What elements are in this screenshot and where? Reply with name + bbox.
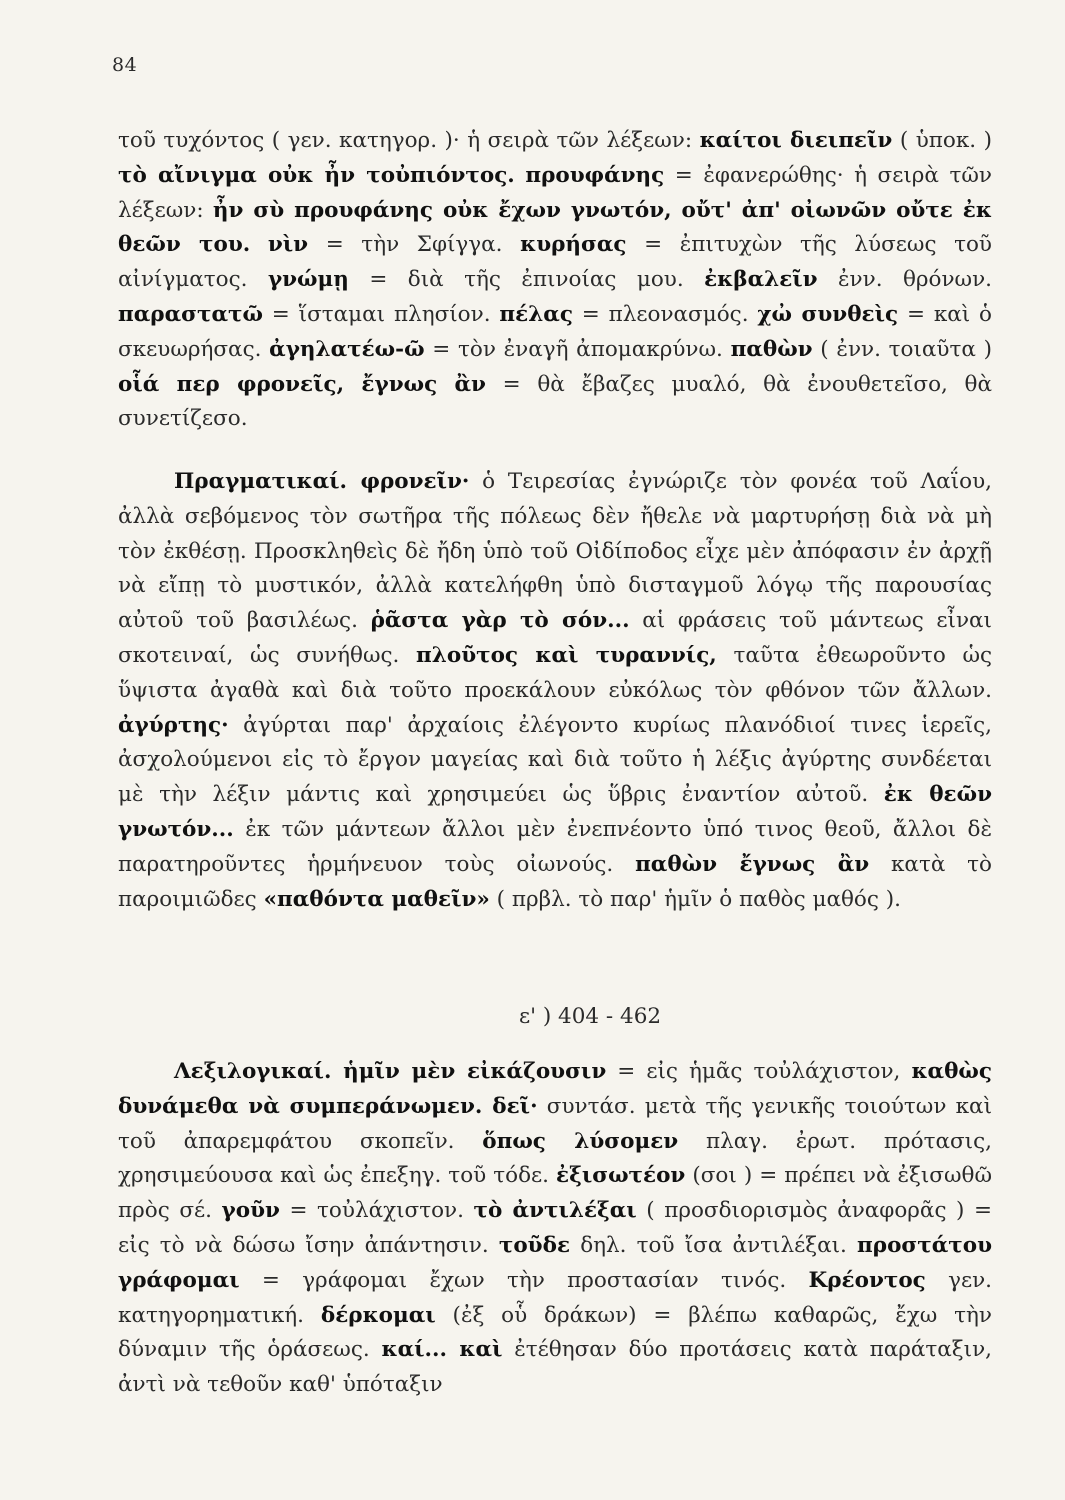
gloss-text: ( ὑποκ. ) xyxy=(892,128,992,153)
headword: ὅπως λύσομεν xyxy=(482,1128,679,1154)
headword: πλοῦτος καὶ τυραννίς, xyxy=(416,642,717,668)
gloss-text: ὁ Τειρεσίας ἐγνώριζε τὸν φονέα τοῦ Λαΐου, ἀλλὰ σεβόμενος τὸν σωτῆρα τῆς πόλεως δὲν ἤθελε νὰ μαρτυρήσῃ διὰ νὰ μὴ τὸν ἐκθέσῃ. Προσκληθεὶς δὲ ἤδη ὑπὸ τοῦ Οἰδίποδος εἶχε μὲν ἀπόφασιν ἐν ἀρχῇ νὰ εἴπῃ τὸ μυστικόν, ἀλλὰ κατελήφθη ὑπὸ δισταγμοῦ λόγῳ τῆς παρουσίας αὐτοῦ τοῦ βασιλέως. xyxy=(118,469,992,634)
headword: ἀγύρτης· xyxy=(118,712,229,738)
gloss-text: (ἐξ οὗ δράκων) = βλέπω καθαρῶς, ἔχω τὴν δύναμιν τῆς ὁράσεως. xyxy=(118,1302,992,1363)
headword: ἐκβαλεῖν xyxy=(704,267,818,293)
section-heading: ε' ) 404 - 462 xyxy=(518,1004,662,1029)
gloss-text xyxy=(515,163,526,188)
gloss-text: = τὴν Σφίγγα. xyxy=(308,232,521,258)
page-number: 84 xyxy=(112,54,138,76)
gloss-text: ταῦτα ἐθεωροῦντο ὡς ὕψιστα ἀγαθὰ καὶ διὰ τοῦτο προεκάλουν εὐκόλως τὸν φθόνον τῶν ἄλλων. xyxy=(118,642,993,703)
gloss-text: αἱ φράσεις τοῦ μάντεως εἶναι σκοτειναί, ὡς συνήθως. xyxy=(118,608,992,668)
headword: Κρέοντος xyxy=(808,1267,926,1293)
headword: προστάτου γράφομαι xyxy=(118,1232,992,1293)
headword: προυφάνης xyxy=(525,162,665,188)
gloss-text: ( ἐνν. τοιαῦτα ) xyxy=(812,336,992,362)
gloss-text: = ἐφανερώθης· ἡ σειρὰ τῶν λέξεων: xyxy=(118,162,992,223)
headword: ῥᾶστα γὰρ τὸ σόν... xyxy=(370,608,630,634)
gloss-text: γεν. κατηγορηματική. xyxy=(118,1267,992,1328)
gloss-text: ( πρβλ. τὸ παρ' ἡμῖν ὁ παθὸς μαθός ). xyxy=(489,886,901,912)
factual-notes-paragraph xyxy=(118,465,992,917)
headword: γοῦν xyxy=(221,1198,280,1224)
headword: ἐκ θεῶν γνωτόν... xyxy=(118,782,992,842)
gloss-text: = πλεονασμός. xyxy=(572,301,758,327)
gloss-text: = τοὐλάχιστον. xyxy=(279,1198,474,1224)
headword: τοῦδε xyxy=(498,1232,571,1258)
gloss-text: = ἵσταμαι πλησίον. xyxy=(262,301,500,327)
headword: ἦν σὺ προυφάνης οὐκ ἔχων γνωτόν, οὔτ' ἀπ' οἰωνῶν οὔτε ἐκ θεῶν του. xyxy=(118,197,992,258)
headword: Πραγματικαί. φρονεῖν· xyxy=(174,469,470,494)
headword: χὠ συνθεὶς xyxy=(757,301,899,327)
headword: πέλας xyxy=(499,301,573,327)
lexical-notes-paragraph-2 xyxy=(118,1055,992,1403)
headword: «παθόντα μαθεῖν» xyxy=(263,886,490,912)
gloss-text: πλαγ. ἐρωτ. πρότασις, χρησιμεύουσα καὶ ὡς ἐπεξηγ. τοῦ τόδε. xyxy=(118,1128,992,1189)
headword: κυρήσας xyxy=(520,232,627,258)
headword: παθὼν ἔγνως ἂν xyxy=(635,851,870,877)
headword: τὸ αἴνιγμα οὐκ ἦν τοὐπιόντος. xyxy=(118,162,515,188)
gloss-text: συντάσ. μετὰ τῆς γενικῆς τοιούτων καὶ τοῦ ἀπαρεμφάτου σκοπεῖν. xyxy=(118,1093,992,1154)
gloss-text: ἐνν. θρόνων. xyxy=(817,267,992,293)
gloss-text: = εἰς ἡμᾶς τοὐλάχιστον, xyxy=(606,1059,912,1084)
gloss-text: = θὰ ἔβαζες μυαλό, θὰ ἐνουθετεῖσο, θὰ συνετίζεσο. xyxy=(118,371,992,432)
gloss-text: = τὸν ἐναγῆ ἀπομακρύνω. xyxy=(424,336,731,362)
gloss-text: ἐτέθησαν δύο προτάσεις κατὰ παράταξιν, ἀντὶ νὰ τεθοῦν καθ' ὑπόταξιν xyxy=(118,1337,992,1398)
gloss-text: = διὰ τῆς ἐπινοίας μου. xyxy=(348,267,705,293)
headword: οἷά περ φρονεῖς, ἔγνως ἂν xyxy=(118,371,486,397)
gloss-text xyxy=(250,232,268,257)
gloss-text: τοῦ τυχόντος ( γεν. κατηγορ. )· ἡ σειρὰ τῶν λέξεων: xyxy=(118,128,700,153)
gloss-text: ἐκ τῶν μάντεων ἄλλοι μὲν ἐνεπνέοντο ὑπό τινος θεοῦ, ἄλλοι δὲ παρατηροῦντες ἡρμήνευον τοὺς οἰωνούς. xyxy=(118,816,992,877)
gloss-text: ( προσδιορισμὸς ἀναφορᾶς ) = εἰς τὸ νὰ δώσω ἴσην ἀπάντησιν. xyxy=(118,1198,993,1258)
headword: Λεξιλογικαί. ἡμῖν μὲν εἰκάζουσιν xyxy=(174,1059,607,1084)
headword: τὸ ἀντιλέξαι xyxy=(473,1198,637,1224)
gloss-text: = γράφομαι ἔχων τὴν προστασίαν τινός. xyxy=(239,1267,809,1293)
headword: καί... καὶ xyxy=(381,1337,503,1363)
gloss-text: = ἐπιτυχὼν τῆς λύσεως τοῦ αἰνίγματος. xyxy=(118,232,993,293)
headword: δέρκομαι xyxy=(320,1302,436,1328)
headword: ἀγηλατέω-ῶ xyxy=(269,336,425,362)
gloss-text: = καὶ ὁ σκευωρήσας. xyxy=(118,301,992,362)
headword: καίτοι διειπεῖν xyxy=(699,128,893,153)
gloss-text: κατὰ τὸ παροιμιῶδες xyxy=(118,851,992,912)
headword: καθὼς δυνάμεθα νὰ συμπεράνωμεν. δεῖ· xyxy=(118,1059,992,1119)
gloss-text: δηλ. τοῦ ἴσα ἀντιλέξαι. xyxy=(570,1232,858,1258)
headword: νὶν xyxy=(267,232,309,258)
lexical-notes-paragraph xyxy=(118,124,992,437)
headword: ἐξισωτέον xyxy=(556,1163,686,1189)
headword: παραστατῶ xyxy=(118,301,263,327)
gloss-text: ἀγύρται παρ' ἀρχαίοις ἐλέγοντο κυρίως πλανόδιοί τινες ἱερεῖς, ἀσχολούμενοι εἰς τὸ ἔργον μαγείας καὶ διὰ τοῦτο ἡ λέξις ἀγύρτης συνδέεται μὲ τὴν λέξιν μάντις καὶ χρησιμεύει ὡς ὕβρις ἐναντίον αὐτοῦ. xyxy=(118,712,992,808)
headword: γνώμῃ xyxy=(267,267,349,293)
headword: παθὼν xyxy=(730,336,813,362)
gloss-text: (σοι ) = πρέπει νὰ ἐξισωθῶ πρὸς σέ. xyxy=(118,1163,992,1224)
